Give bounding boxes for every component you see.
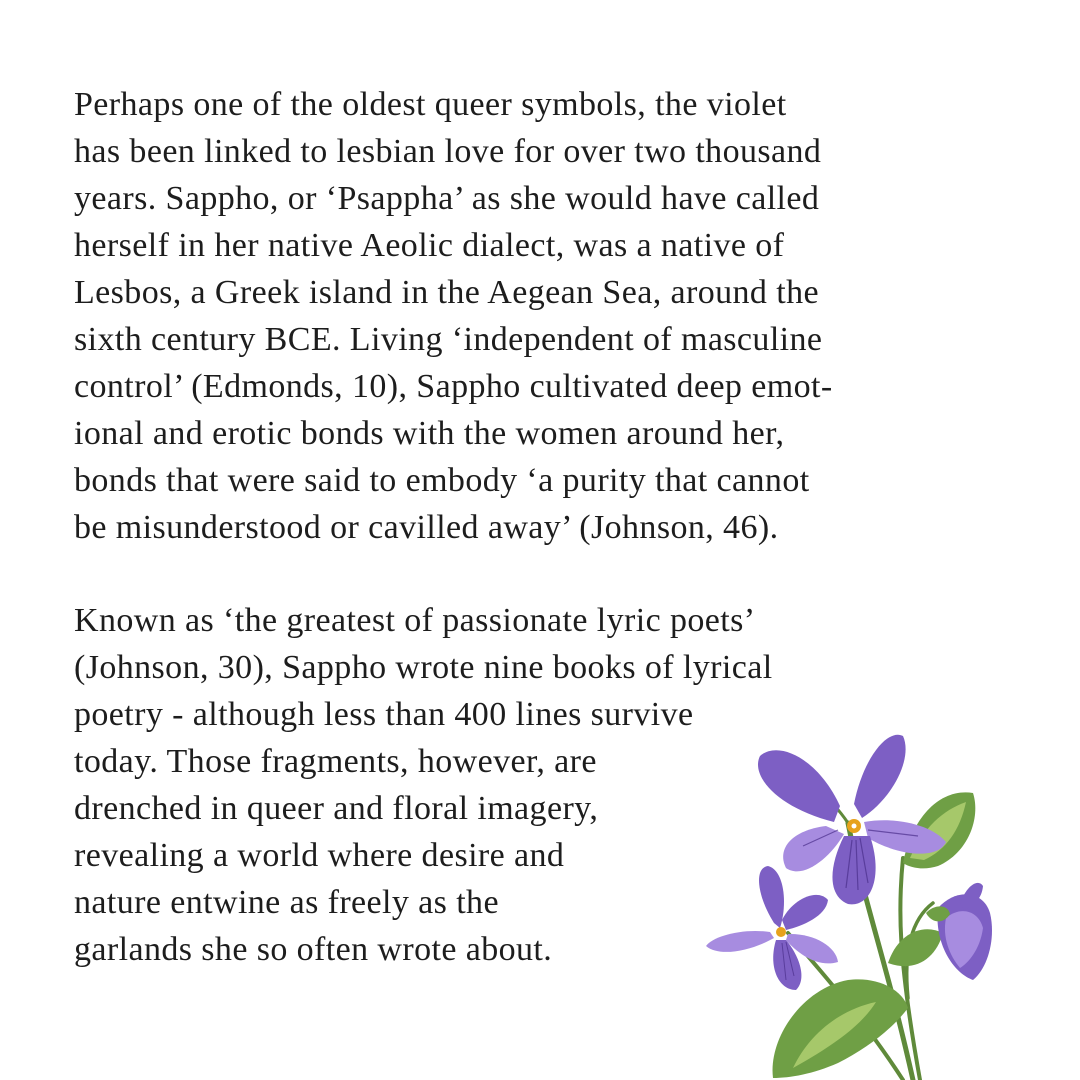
paragraph-1-line: be misunderstood or cavilled away’ (Johnson, 46). bbox=[74, 509, 779, 546]
paragraph-1-line: has been linked to lesbian love for over two thousand bbox=[74, 133, 822, 170]
paragraph-2-line: garlands she so often wrote about. bbox=[74, 931, 553, 968]
paragraph-1-line: years. Sappho, or ‘Psappha’ as she would have called bbox=[74, 180, 820, 217]
paragraph-1-line: sixth century BCE. Living ‘independent of masculine bbox=[74, 321, 823, 358]
paragraph-1-line: bonds that were said to embody ‘a purity that cannot bbox=[74, 462, 810, 499]
paragraph-1-line: herself in her native Aeolic dialect, was a native of bbox=[74, 227, 785, 264]
paragraph-2-line: revealing a world where desire and bbox=[74, 837, 565, 874]
violet-flower-icon bbox=[698, 718, 1008, 1080]
paragraph-1-line: Lesbos, a Greek island in the Aegean Sea, around the bbox=[74, 274, 819, 311]
paragraph-2-line: Known as ‘the greatest of passionate lyric poets’ bbox=[74, 602, 756, 639]
paragraph-2-line: nature entwine as freely as the bbox=[74, 884, 499, 921]
paragraph-1-line: control’ (Edmonds, 10), Sappho cultivated deep emot- bbox=[74, 368, 833, 405]
paragraph-1-line: ional and erotic bonds with the women around her, bbox=[74, 415, 785, 452]
paragraph-2-line: (Johnson, 30), Sappho wrote nine books of lyrical bbox=[74, 649, 773, 686]
paragraph-2-line: poetry - although less than 400 lines survive bbox=[74, 696, 694, 733]
paragraph-2-line: today. Those fragments, however, are bbox=[74, 743, 597, 780]
paragraph-1-line: Perhaps one of the oldest queer symbols, the violet bbox=[74, 86, 787, 123]
paragraph-2-line: drenched in queer and floral imagery, bbox=[74, 790, 599, 827]
small-violet-bloom bbox=[706, 866, 838, 990]
large-violet-bloom bbox=[758, 735, 946, 905]
